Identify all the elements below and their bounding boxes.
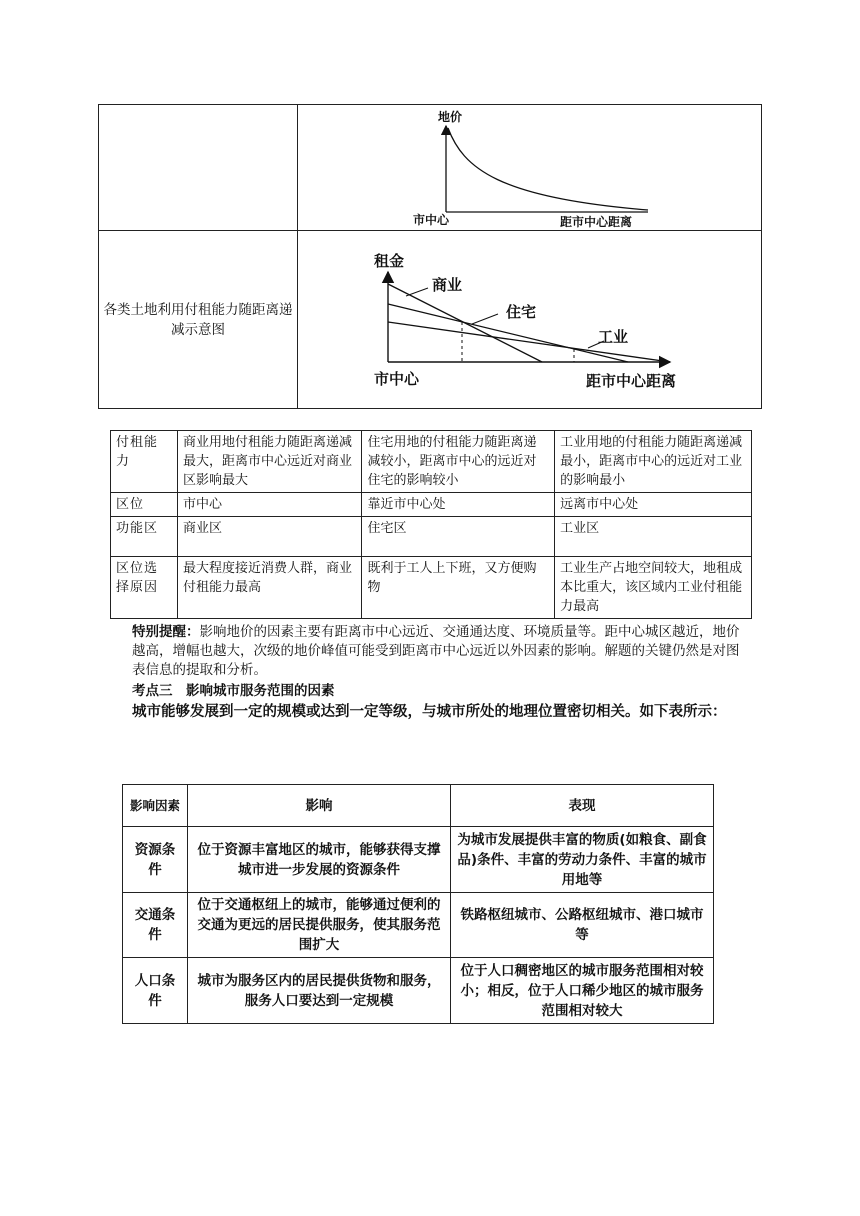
reminder-text: 影响地价的因素主要有距离市中心远近、交通通达度、环境质量等。距中心城区越近，地价越高，增幅也越大，次级的地价峰值可能受到距离市中心远近以外因素的影响。解题的关键仍然是对图表信息的提取和分析。 bbox=[132, 624, 740, 678]
industry-cell: 工业用地的付租能力随距离递减最小，距离市中心的远近对工业的影响最小 bbox=[555, 431, 752, 493]
residence-cell: 靠近市中心处 bbox=[362, 493, 555, 517]
commerce-label: 商业 bbox=[432, 275, 463, 294]
table-row bbox=[111, 517, 752, 557]
y-axis-label: 地价 bbox=[438, 109, 463, 124]
table-header-row bbox=[123, 785, 714, 827]
table-row bbox=[123, 958, 714, 1024]
commerce-leader bbox=[406, 288, 428, 296]
row-label: 区位选择原因 bbox=[111, 557, 178, 619]
commerce-cell: 最大程度接近消费人群，商业付租能力最高 bbox=[177, 557, 361, 619]
land-price-curve bbox=[448, 128, 648, 210]
table-row bbox=[111, 557, 752, 619]
rent-figure-cell bbox=[298, 231, 762, 409]
figure-row-land-price bbox=[99, 105, 762, 231]
origin-label: 市中心 bbox=[374, 369, 420, 388]
industry-cell: 工业区 bbox=[555, 517, 752, 557]
industry-label: 工业 bbox=[598, 327, 629, 346]
land-price-figure-cell bbox=[298, 105, 762, 231]
table-row bbox=[123, 893, 714, 958]
manifest-cell: 铁路枢纽城市、公路枢纽城市、港口城市等 bbox=[451, 893, 714, 958]
row-label: 功能区 bbox=[111, 517, 178, 557]
figure-row-rent bbox=[99, 231, 762, 409]
column-header-factor: 影响因素 bbox=[123, 785, 188, 827]
commerce-cell: 市中心 bbox=[177, 493, 361, 517]
origin-label: 市中心 bbox=[413, 212, 450, 227]
commerce-cell: 商业用地付租能力随距离递减最大，距离市中心远近对商业区影响最大 bbox=[177, 431, 361, 493]
residence-cell: 住宅区 bbox=[362, 517, 555, 557]
residence-cell: 住宅用地的付租能力随距离递减较小，距离市中心的远近对住宅的影响较小 bbox=[362, 431, 555, 493]
section-heading: 考点三 影响城市服务范围的因素 bbox=[132, 683, 335, 699]
land-price-diagram bbox=[298, 106, 761, 230]
factor-cell: 资源条件 bbox=[123, 827, 188, 893]
industry-cell: 工业生产占地空间较大，地租成本比重大，该区域内工业付租能力最高 bbox=[555, 557, 752, 619]
x-axis-label: 距市中心距离 bbox=[586, 371, 677, 390]
residence-label: 住宅 bbox=[506, 302, 537, 321]
commerce-cell: 商业区 bbox=[177, 517, 361, 557]
factor-cell: 人口条件 bbox=[123, 958, 188, 1024]
industry-cell: 远离市中心处 bbox=[555, 493, 752, 517]
column-header-manifest: 表现 bbox=[451, 785, 714, 827]
residence-cell: 既利于工人上下班，又方便购物 bbox=[362, 557, 555, 619]
effect-cell: 位于资源丰富地区的城市，能够获得支撑城市进一步发展的资源条件 bbox=[188, 827, 451, 893]
x-axis-label: 距市中心距离 bbox=[560, 214, 633, 229]
y-axis-label: 租金 bbox=[374, 251, 405, 270]
factor-cell: 交通条件 bbox=[123, 893, 188, 958]
special-reminder bbox=[132, 623, 752, 680]
section-intro: 城市能够发展到一定的规模或达到一定等级，与城市所处的地理位置密切相关。如下表所示： bbox=[132, 704, 727, 720]
row-label: 付租能力 bbox=[111, 431, 178, 493]
figure-table bbox=[98, 104, 762, 409]
residence-leader bbox=[472, 314, 498, 324]
rent-diagram bbox=[298, 232, 761, 408]
reminder-label: 特别提醒： bbox=[132, 624, 200, 640]
empty-caption-cell bbox=[99, 105, 298, 231]
effect-cell: 城市为服务区内的居民提供货物和服务，服务人口要达到一定规模 bbox=[188, 958, 451, 1024]
table-row bbox=[111, 431, 752, 493]
manifest-cell: 为城市发展提供丰富的物质(如粮食、副食品)条件、丰富的劳动力条件、丰富的城市用地等 bbox=[451, 827, 714, 893]
effect-cell: 位于交通枢纽上的城市，能够通过便利的交通为更远的居民提供服务，使其服务范围扩大 bbox=[188, 893, 451, 958]
manifest-cell: 位于人口稠密地区的城市服务范围相对较小；相反，位于人口稀少地区的城市服务范围相对较大 bbox=[451, 958, 714, 1024]
row-label: 区位 bbox=[111, 493, 178, 517]
rent-comparison-table bbox=[110, 430, 752, 619]
table-row bbox=[111, 493, 752, 517]
table-row bbox=[123, 827, 714, 893]
column-header-effect: 影响 bbox=[188, 785, 451, 827]
rent-figure-caption: 各类土地利用付租能力随距离递减示意图 bbox=[99, 231, 298, 409]
service-range-table bbox=[122, 784, 714, 1024]
